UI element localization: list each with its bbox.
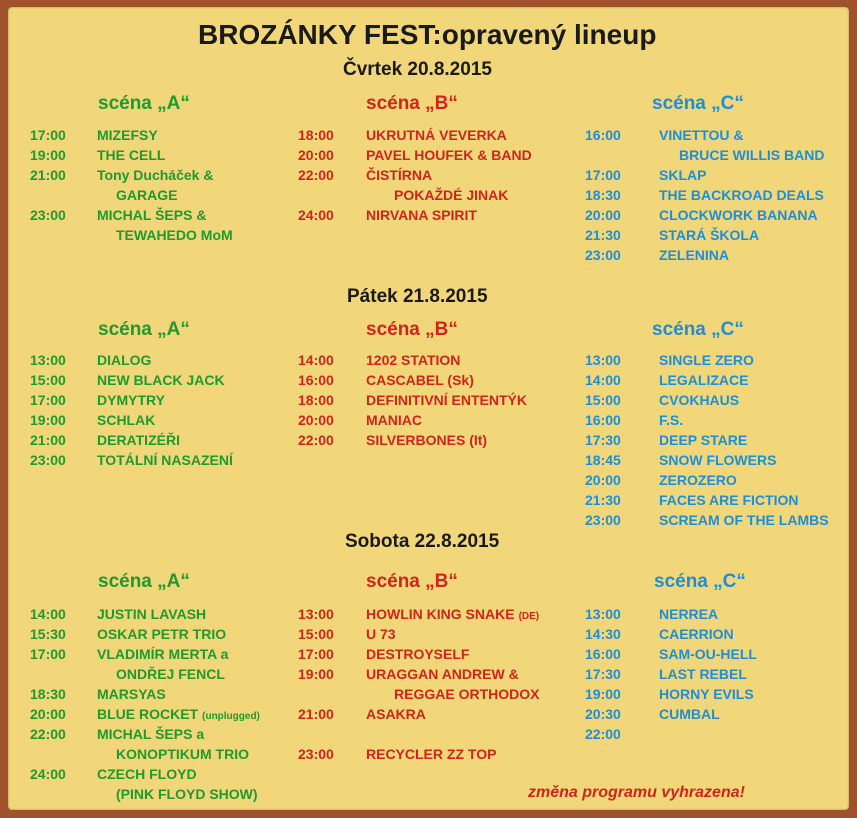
- slot-time: 16:00: [298, 372, 334, 388]
- band-name: [97, 145, 165, 165]
- slot-time: 17:30: [585, 666, 621, 682]
- slot-time: 20:00: [585, 472, 621, 488]
- stage-c-label-thursday: scéna „C“: [652, 93, 744, 114]
- slot-time: 17:00: [298, 646, 334, 662]
- band-name-text: DESTROYSELF: [366, 646, 470, 662]
- slot-time: 16:00: [585, 412, 621, 428]
- band-name: [366, 430, 487, 450]
- band-name-text: OSKAR PETR TRIO: [97, 626, 227, 642]
- slot-time: 17:00: [30, 646, 66, 662]
- band-name-text: THE BACKROAD DEALS: [659, 187, 824, 203]
- band-name-text: REGGAE ORTHODOX: [394, 686, 540, 702]
- band-name: [366, 125, 507, 145]
- band-name: [97, 205, 206, 225]
- band-name: [366, 410, 422, 430]
- slot-time: 19:00: [585, 686, 621, 702]
- band-name-text: KONOPTIKUM TRIO: [116, 746, 249, 762]
- band-name: [659, 350, 754, 370]
- band-name-text: (PINK FLOYD SHOW): [116, 786, 258, 802]
- band-name-text: MANIAC: [366, 412, 422, 428]
- slot-time: 19:00: [30, 412, 66, 428]
- band-name: [97, 724, 204, 744]
- band-name: [659, 185, 824, 205]
- band-name-text: ZEROZERO: [659, 472, 737, 488]
- slot-time: 15:00: [585, 392, 621, 408]
- slot-time: 19:00: [30, 147, 66, 163]
- slot-time: 20:00: [298, 412, 334, 428]
- slot-time: 22:00: [30, 726, 66, 742]
- slot-time: 14:00: [585, 372, 621, 388]
- band-name: [659, 490, 799, 510]
- band-name-text: BLUE ROCKET: [97, 706, 199, 722]
- slot-time: 17:30: [585, 432, 621, 448]
- band-name: [116, 664, 225, 684]
- band-name: [679, 145, 824, 165]
- slot-time: 21:00: [298, 706, 334, 722]
- band-name-text: DERATIZÉŘI: [97, 432, 180, 448]
- band-name: [659, 624, 734, 644]
- band-name-text: SNOW FLOWERS: [659, 452, 777, 468]
- band-name: [394, 185, 508, 205]
- band-note: (DE): [518, 611, 540, 622]
- band-name-text: SAM-OU-HELL: [659, 646, 757, 662]
- slot-time: 16:00: [585, 127, 621, 143]
- stage-b-label-thursday: scéna „B“: [366, 93, 458, 114]
- slot-time: 13:00: [585, 352, 621, 368]
- band-name-text: DYMYTRY: [97, 392, 165, 408]
- stage-c-label-saturday: scéna „C“: [654, 571, 746, 592]
- band-name: [659, 205, 818, 225]
- band-name-text: DEEP STARE: [659, 432, 748, 448]
- slot-time: 13:00: [30, 352, 66, 368]
- slot-time: 14:00: [30, 606, 66, 622]
- band-name-text: RECYCLER ZZ TOP: [366, 746, 497, 762]
- band-name-text: U 73: [366, 626, 396, 642]
- slot-time: 21:00: [30, 167, 66, 183]
- band-name: [97, 604, 206, 624]
- slot-time: 13:00: [585, 606, 621, 622]
- band-name: [659, 165, 706, 185]
- band-name-text: SINGLE ZERO: [659, 352, 754, 368]
- slot-time: 24:00: [298, 207, 334, 223]
- slot-time: 21:30: [585, 227, 621, 243]
- band-name-text: ČISTÍRNA: [366, 167, 433, 183]
- band-name-text: CAERRION: [659, 626, 734, 642]
- slot-time: 22:00: [298, 432, 334, 448]
- band-name: [659, 510, 829, 530]
- band-name: [659, 704, 720, 724]
- band-name: [659, 370, 748, 390]
- band-name-text: SCHLAK: [97, 412, 156, 428]
- band-name: [394, 684, 539, 704]
- band-name: [659, 390, 739, 410]
- band-name: [116, 225, 233, 245]
- band-name-text: DIALOG: [97, 352, 152, 368]
- band-name-text: VLADIMÍR MERTA a: [97, 646, 229, 662]
- band-name-text: UKRUTNÁ VEVERKA: [366, 127, 507, 143]
- band-name-text: PAVEL HOUFEK & BAND: [366, 147, 532, 163]
- band-name: [659, 430, 747, 450]
- day-label-thursday: Čvrtek 20.8.2015: [343, 59, 492, 80]
- band-name: [659, 450, 776, 470]
- slot-time: 20:00: [585, 207, 621, 223]
- band-name: [97, 764, 197, 784]
- slot-time: 17:00: [30, 127, 66, 143]
- band-name-text: SCREAM OF THE LAMBS: [659, 512, 829, 528]
- band-name: [366, 145, 532, 165]
- slot-time: 15:30: [30, 626, 66, 642]
- slot-time: 20:00: [30, 706, 66, 722]
- band-name-text: MICHAL ŠEPS &: [97, 207, 207, 223]
- band-name-text: MARSYAS: [97, 686, 166, 702]
- band-name: [366, 624, 396, 644]
- band-name: [97, 684, 166, 704]
- stage-a-label-thursday: scéna „A“: [98, 93, 190, 114]
- band-name-text: GARAGE: [116, 187, 178, 203]
- band-name: [97, 410, 155, 430]
- slot-time: 23:00: [298, 746, 334, 762]
- band-name-text: 1202 STATION: [366, 352, 461, 368]
- slot-time: 20:30: [585, 706, 621, 722]
- band-name: [366, 390, 527, 410]
- band-name: [659, 125, 744, 145]
- band-name-text: SKLAP: [659, 167, 707, 183]
- band-name: [366, 644, 469, 664]
- band-name: [366, 664, 519, 684]
- band-name: [659, 684, 754, 704]
- band-name-text: TEWAHEDO MoM: [116, 227, 233, 243]
- band-name: [659, 225, 759, 245]
- band-name: [366, 350, 460, 370]
- band-name-text: BRUCE WILLIS BAND: [679, 147, 825, 163]
- day-label-friday: Pátek 21.8.2015: [347, 286, 488, 307]
- band-name-text: CASCABEL (Sk): [366, 372, 474, 388]
- band-name-text: HORNY EVILS: [659, 686, 754, 702]
- band-name-text: CZECH FLOYD: [97, 766, 197, 782]
- band-name: [659, 410, 683, 430]
- band-name-text: CLOCKWORK BANANA: [659, 207, 818, 223]
- slot-time: 18:45: [585, 452, 621, 468]
- stage-b-label-friday: scéna „B“: [366, 319, 458, 340]
- slot-time: 20:00: [298, 147, 334, 163]
- band-name-text: ONDŘEJ FENCL: [116, 666, 225, 682]
- band-name-text: THE CELL: [97, 147, 166, 163]
- band-name-text: HOWLIN KING SNAKE: [366, 606, 515, 622]
- slot-time: 19:00: [298, 666, 334, 682]
- band-name-text: NERREA: [659, 606, 719, 622]
- band-name: [97, 624, 226, 644]
- band-name-text: F.S.: [659, 412, 684, 428]
- band-name-text: LAST REBEL: [659, 666, 747, 682]
- band-name: [659, 470, 737, 490]
- band-name-text: ZELENINA: [659, 247, 729, 263]
- band-name-text: NIRVANA SPIRIT: [366, 207, 477, 223]
- slot-time: 13:00: [298, 606, 334, 622]
- day-label-saturday: Sobota 22.8.2015: [345, 531, 500, 552]
- band-name-text: JUSTIN LAVASH: [97, 606, 207, 622]
- slot-time: 17:00: [30, 392, 66, 408]
- band-name-text: SILVERBONES (It): [366, 432, 488, 448]
- slot-time: 15:00: [298, 626, 334, 642]
- band-name: [97, 390, 165, 410]
- band-name: [116, 784, 258, 804]
- slot-time: 14:30: [585, 626, 621, 642]
- band-name: [659, 664, 747, 684]
- band-name-text: URAGGAN ANDREW &: [366, 666, 519, 682]
- band-name-text: VINETTOU &: [659, 127, 744, 143]
- slot-time: 21:00: [30, 432, 66, 448]
- slot-time: 18:00: [298, 392, 334, 408]
- band-name-text: MICHAL ŠEPS a: [97, 726, 205, 742]
- slot-time: 23:00: [585, 512, 621, 528]
- slot-time: 15:00: [30, 372, 66, 388]
- band-name: [116, 744, 249, 764]
- band-name-text: TOTÁLNÍ NASAZENÍ: [97, 452, 233, 468]
- band-name: [97, 370, 225, 390]
- band-name: [97, 644, 228, 664]
- band-name: [97, 165, 213, 185]
- slot-time: 24:00: [30, 766, 66, 782]
- band-name: [366, 370, 474, 390]
- slot-time: 23:00: [585, 247, 621, 263]
- band-name: [366, 744, 496, 764]
- slot-time: 21:30: [585, 492, 621, 508]
- band-name: [659, 644, 757, 664]
- band-name-text: CUMBAL: [659, 706, 720, 722]
- band-name: [116, 185, 177, 205]
- slot-time: 22:00: [298, 167, 334, 183]
- slot-time: 18:00: [298, 127, 334, 143]
- band-name-text: FACES ARE FICTION: [659, 492, 799, 508]
- slot-time: 18:30: [585, 187, 621, 203]
- stage-a-label-saturday: scéna „A“: [98, 571, 190, 592]
- band-name: [97, 350, 151, 370]
- slot-time: 22:00: [585, 726, 621, 742]
- program-change-note: změna programu vyhrazena!: [528, 784, 745, 801]
- band-name-text: CVOKHAUS: [659, 392, 740, 408]
- band-name: [366, 704, 426, 724]
- band-name-text: Tony Ducháček &: [97, 167, 214, 183]
- band-name-text: NEW BLACK JACK: [97, 372, 225, 388]
- band-name-text: POKAŽDÉ JINAK: [394, 187, 509, 203]
- slot-time: 23:00: [30, 207, 66, 223]
- band-name: [659, 245, 729, 265]
- band-name: [366, 205, 477, 225]
- slot-time: 18:30: [30, 686, 66, 702]
- slot-time: 16:00: [585, 646, 621, 662]
- stage-b-label-saturday: scéna „B“: [366, 571, 458, 592]
- band-name-text: ASAKRA: [366, 706, 426, 722]
- band-name-text: STARÁ ŠKOLA: [659, 227, 760, 243]
- band-note: (unplugged): [202, 711, 260, 722]
- band-name: [366, 165, 432, 185]
- band-name-text: LEGALIZACE: [659, 372, 749, 388]
- stage-a-label-friday: scéna „A“: [98, 319, 190, 340]
- band-name: [97, 450, 233, 470]
- band-name-text: MIZEFSY: [97, 127, 158, 143]
- band-name: [97, 125, 158, 145]
- band-name-text: DEFINITIVNÍ ENTENTÝK: [366, 392, 528, 408]
- slot-time: 17:00: [585, 167, 621, 183]
- band-name: [97, 430, 180, 450]
- page-title: BROZÁNKY FEST:opravený lineup: [198, 19, 657, 50]
- stage-c-label-friday: scéna „C“: [652, 319, 744, 340]
- slot-time: 14:00: [298, 352, 334, 368]
- band-name: [659, 604, 718, 624]
- slot-time: 23:00: [30, 452, 66, 468]
- poster: [8, 7, 849, 810]
